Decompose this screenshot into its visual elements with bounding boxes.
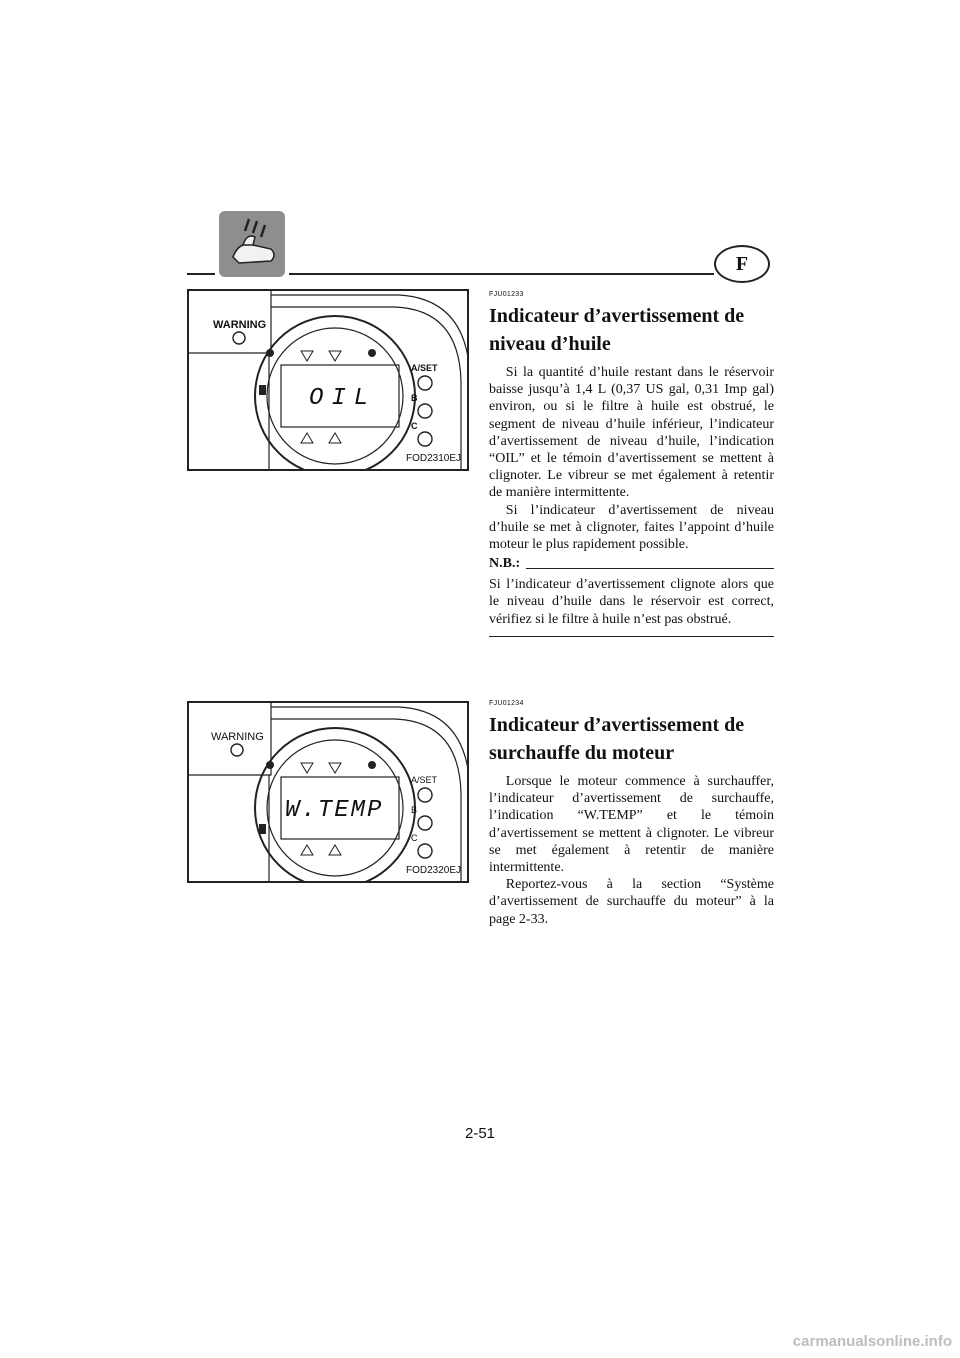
warning-lamp-label: WARNING [211, 731, 264, 743]
note-label: N.B.: [489, 556, 521, 572]
note-text: Si l’indicateur d’avertissement clignote alors que le niveau d’huile dans le réservoir est correct, vérifiez si le filtre à huile n’est pas obstrué. [489, 576, 774, 637]
button-label-b: B [411, 805, 418, 815]
button-label-c: C [411, 421, 418, 431]
header-rule-left [187, 273, 215, 275]
paragraph: Reportez-vous à la section “Système d’avertissement de surchauffe du moteur” à la page 2-33. [489, 877, 774, 927]
section-id: FJU01233 [489, 291, 524, 298]
paragraph: Lorsque le moteur commence à surchauffer, l’indicateur d’avertissement de surchauffe, l’indication “W.TEMP” et le témoin d’avertissement se mettent à clignoter. Le vibreur se met également à retentir de manière intermittente. [489, 774, 774, 876]
page-number: 2-51 [464, 1125, 496, 1142]
warning-lamp-label: WARNING [213, 319, 267, 331]
note-rule [526, 568, 774, 570]
overheat-warning-figure [187, 701, 469, 883]
watermark: carmanualsonline.info [792, 1333, 952, 1350]
paragraph: Si la quantité d’huile restant dans le réservoir baisse jusqu’à 1,4 L (0,37 US gal, 0,31 Imp gal) environ, ou si le filtre à huile est obstrué, le segment de niveau d’huile inférieur, l’indicateur d’avertissement de niveau d’huile, l’indication “OIL” et le témoin d’avertissement se mettent à clignoter. Le vibreur se met également à retentir de manière intermittente. [489, 365, 774, 501]
button-label-a-set: A/SET [411, 363, 438, 373]
oil-level-warning-section [489, 291, 774, 637]
watercraft-logo-icon [219, 211, 285, 277]
figure-code: FOD2320EJ [405, 865, 461, 876]
oil-warning-figure [187, 289, 469, 471]
lcd-display-text: OIL [309, 385, 377, 412]
section-title: Indicateur d’avertissement de niveau d’huile [489, 305, 745, 355]
language-badge: F [714, 245, 770, 283]
button-label-b: B [411, 393, 418, 403]
paragraph: Si l’indicateur d’avertissement de niveau d’huile se met à clignoter, faites l’appoint d’huile moteur le plus rapidement possible. [489, 502, 774, 553]
figure-code: FOD2310EJ [405, 453, 461, 464]
header-rule-right [289, 273, 714, 275]
button-label-a-set: A/SET [411, 775, 438, 785]
section-title: Indicateur d’avertissement de surchauffe du moteur [489, 714, 745, 764]
button-label-c: C [411, 833, 418, 843]
section-id: FJU01234 [489, 700, 524, 707]
note-header [489, 555, 774, 572]
lcd-display-text: W.TEMP [285, 797, 384, 824]
overheat-warning-section [489, 700, 774, 928]
